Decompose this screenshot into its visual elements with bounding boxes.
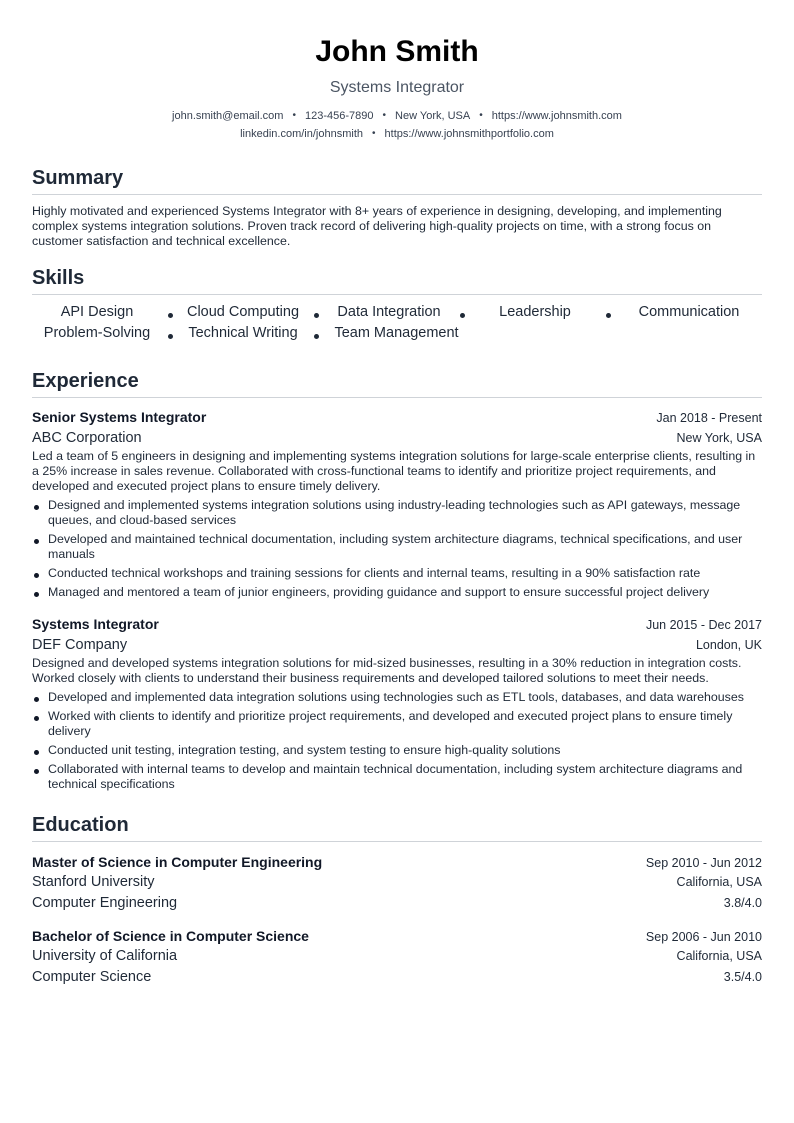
skills-heading: Skills [32, 265, 762, 295]
experience-section [32, 368, 762, 792]
job-company: ABC Corporation [32, 430, 142, 446]
job-title: Systems Integrator [32, 616, 159, 632]
contact-linkedin-link[interactable]: linkedin.com/in/johnsmith [240, 128, 363, 140]
contact-separator: • [479, 110, 483, 121]
job-description: Led a team of 5 engineers in designing and implementing systems integration solutions for large-scale enterprise clients, resulting in a 25% increase in sales revenue. Collaborated with cross-functional teams to identify and prioritize project requirements, and developed and executed project plans to ensure timely delivery. [32, 449, 756, 493]
skills-list [32, 302, 762, 348]
skill-separator-dot [168, 334, 173, 339]
edu-dates: Sep 2010 - Jun 2012 [645, 856, 762, 870]
job-entry [32, 614, 762, 792]
job-dates: Jun 2015 - Dec 2017 [645, 618, 762, 632]
skill-separator-dot [460, 313, 465, 318]
skill-separator-dot [168, 313, 173, 318]
skill-separator-dot [314, 313, 319, 318]
job-bullet-list [32, 690, 762, 792]
experience-heading: Experience [32, 368, 762, 398]
edu-dates: Sep 2006 - Jun 2010 [645, 930, 762, 944]
education-entry [32, 926, 762, 988]
skill-item: Leadership [499, 304, 571, 320]
job-bullet: Developed and implemented data integration solutions using technologies such as ETL tools, databases, and data warehouses [32, 690, 762, 705]
skill-separator-dot [606, 313, 611, 318]
job-description: Designed and developed systems integration solutions for mid-sized businesses, resulting in a 30% reduction in integration costs. Worked closely with clients to understand their business requirements and developed tailored solutions to meet their needs. [32, 656, 742, 685]
contact-portfolio-link[interactable]: https://www.johnsmithportfolio.com [384, 128, 554, 140]
contact-line-1 [32, 107, 762, 125]
job-bullet: Conducted unit testing, integration testing, and system testing to ensure high-quality solutions [32, 743, 762, 758]
summary-heading: Summary [32, 165, 762, 195]
edu-field: Computer Engineering [32, 895, 178, 911]
skill-separator-dot [314, 334, 319, 339]
skill-item: API Design [60, 304, 134, 320]
skill-item: Problem-Solving [43, 325, 151, 341]
education-section [32, 812, 762, 988]
contact-separator: • [382, 110, 387, 121]
skill-item: Data Integration [337, 304, 441, 320]
job-bullet: Designed and implemented systems integration solutions using industry-leading technologies such as API gateways, message queues, and cloud-based services [32, 498, 762, 528]
job-bullet: Developed and maintained technical documentation, including system architecture diagrams, technical specifications, and user manuals [32, 532, 762, 562]
contact-separator: • [372, 128, 376, 139]
skill-item: Cloud Computing [186, 304, 300, 320]
summary-text: Highly motivated and experienced Systems Integrator with 8+ years of experience in designing, developing, and implementing complex systems integration solutions. Proven track record of delivering high-quality projects on time, with a strong focus on customer satisfaction and technical excellence. [32, 204, 722, 248]
job-bullet-list [32, 498, 762, 600]
candidate-title: Systems Integrator [329, 79, 465, 96]
job-location: London, UK [695, 638, 762, 652]
skill-item: Communication [638, 304, 740, 320]
job-bullet: Conducted technical workshops and training sessions for clients and internal teams, resulting in a 90% satisfaction rate [32, 566, 762, 581]
education-entry [32, 852, 762, 914]
job-entry [32, 407, 762, 600]
education-heading: Education [32, 812, 762, 842]
contact-line-2 [32, 125, 762, 143]
job-bullet: Managed and mentored a team of junior engineers, providing guidance and support to ensure successful project delivery [32, 585, 762, 600]
edu-degree: Bachelor of Science in Computer Science [32, 928, 309, 944]
candidate-name: John Smith [315, 35, 479, 68]
job-dates: Jan 2018 - Present [656, 411, 762, 425]
edu-field: Computer Science [32, 969, 152, 985]
contact-website-link[interactable]: https://www.johnsmith.com [491, 110, 622, 122]
edu-school: Stanford University [32, 874, 155, 890]
contact-separator: • [292, 110, 296, 121]
edu-location: California, USA [676, 949, 762, 963]
edu-gpa: 3.8/4.0 [723, 896, 762, 910]
job-title: Senior Systems Integrator [32, 409, 207, 425]
edu-gpa: 3.5/4.0 [723, 970, 762, 984]
contact-email[interactable]: john.smith@email.com [172, 110, 284, 122]
edu-school: University of California [32, 948, 178, 964]
job-company: DEF Company [32, 637, 128, 653]
job-bullet: Collaborated with internal teams to develop and maintain technical documentation, including system architecture diagrams and technical specifications [32, 762, 762, 792]
skills-section [32, 265, 762, 348]
job-location: New York, USA [676, 431, 762, 445]
summary-section [32, 165, 762, 249]
job-bullet: Worked with clients to identify and prioritize project requirements, and developed and executed project plans to ensure timely delivery [32, 709, 762, 739]
contact-phone: 123-456-7890 [304, 110, 374, 122]
edu-location: California, USA [676, 875, 762, 889]
contact-location: New York, USA [395, 110, 471, 122]
edu-degree: Master of Science in Computer Engineering [32, 854, 323, 870]
skill-item: Technical Writing [188, 325, 298, 341]
skill-item: Team Management [334, 325, 459, 341]
